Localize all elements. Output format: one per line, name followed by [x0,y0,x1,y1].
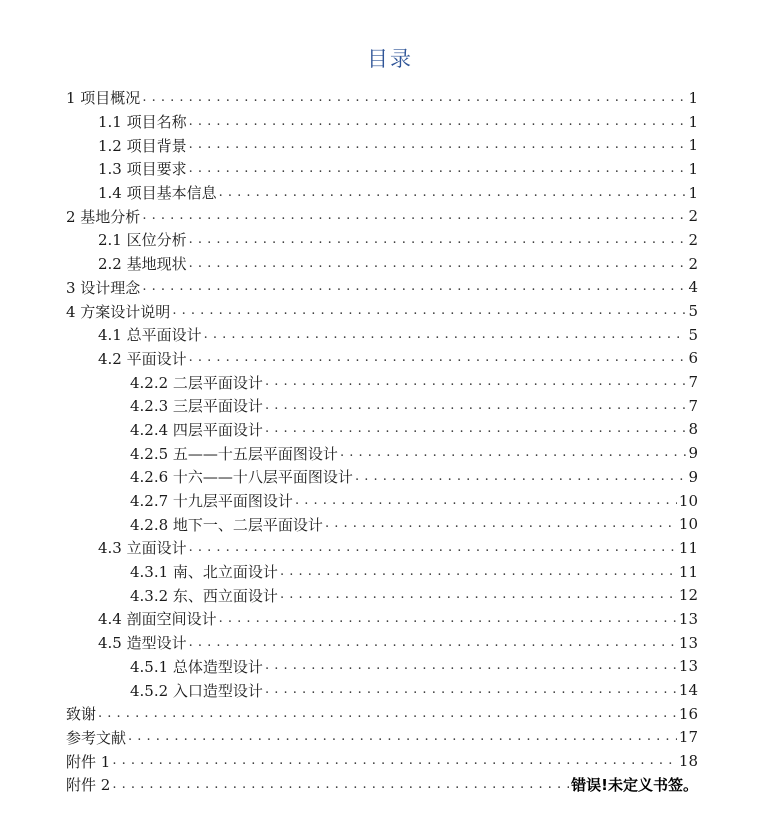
toc-dot-leader [128,728,677,746]
toc-entry[interactable] [66,631,698,655]
toc-page-number: 2 [688,254,698,273]
toc-page-number: 2 [688,230,698,249]
toc-page-number: 10 [678,515,698,534]
toc-entry[interactable] [66,228,698,252]
toc-entry[interactable] [66,702,698,726]
toc-dot-leader [189,634,677,652]
toc-dot-leader [280,563,677,581]
toc-entry-label: 4.5 造型设计 [98,634,187,653]
toc-entry-label: 4.5.1 总体造型设计 [130,657,263,676]
toc-entry[interactable] [66,773,698,797]
toc-page-number: 18 [678,752,698,771]
toc-dot-leader [189,255,687,273]
toc-dot-leader [98,705,677,723]
toc-entry-label: 1 项目概况 [66,89,141,108]
toc-entry[interactable] [66,560,698,584]
toc-page-number: 11 [678,538,698,557]
toc-entry-label: 4.2.8 地下一、二层平面设计 [130,515,323,534]
toc-page-number: 9 [688,444,698,463]
toc-title: 目录 [367,47,413,71]
toc-entry[interactable] [66,655,698,679]
toc-page-number: 13 [678,609,698,628]
toc-entry[interactable] [66,323,698,347]
toc-page-number: 2 [688,207,698,226]
toc-entry[interactable] [66,678,698,702]
toc-dot-leader [340,444,687,462]
toc-entry[interactable] [66,465,698,489]
toc-dot-leader [355,468,687,486]
toc-entry-label: 4.3.1 南、北立面设计 [130,563,278,582]
toc-entry[interactable] [66,607,698,631]
toc-entry[interactable] [66,276,698,300]
toc-entry-label: 4.2.2 二层平面设计 [130,373,263,392]
toc-entry[interactable] [66,133,698,157]
toc-entry-label: 4.2.4 四层平面设计 [130,420,263,439]
toc-dot-leader [189,539,677,557]
toc-page-number: 12 [678,586,698,605]
toc-entry[interactable] [66,347,698,371]
toc-page-number: 11 [678,562,698,581]
toc-dot-leader [265,397,687,415]
toc-page-number: 1 [688,183,698,202]
toc-entry-label: 4.3.2 东、西立面设计 [130,586,278,605]
toc-entry-label: 2.2 基地现状 [98,255,187,274]
toc-page-number: 8 [688,420,698,439]
toc-dot-leader [172,302,686,320]
toc-entry-label: 1.4 项目基本信息 [98,184,217,203]
toc-entry-label: 4.2.5 五——十五层平面图设计 [130,444,338,463]
toc-entry-label: 4.1 总平面设计 [98,326,202,345]
toc-entry[interactable] [66,536,698,560]
toc-dot-leader [265,681,677,699]
toc-entry-label: 参考文献 [66,728,127,747]
toc-page-number: 1 [688,88,698,107]
toc-entry[interactable] [66,749,698,773]
toc-entry-label: 4.5.2 入口造型设计 [130,681,263,700]
toc-page-number: 13 [678,633,698,652]
toc-entry-label: 1.2 项目背景 [98,136,187,155]
toc-dot-leader [265,657,677,675]
toc-page-number: 16 [678,704,698,723]
toc-dot-leader [265,420,687,438]
toc-dot-leader [112,776,569,794]
toc-entry-label: 2.1 区位分析 [98,231,187,250]
toc-entry-label: 4.4 剖面空间设计 [98,610,217,629]
toc-page-number: 7 [688,396,698,415]
toc-entry[interactable] [66,370,698,394]
toc-error-message: 错误!未定义书签。 [571,776,698,795]
toc-entry[interactable] [66,299,698,323]
toc-page-number: 17 [678,728,698,747]
toc-entry[interactable] [66,418,698,442]
toc-entry[interactable] [66,110,698,134]
toc-page-number: 5 [688,325,698,344]
toc-entry[interactable] [66,181,698,205]
toc-dot-leader [189,349,687,367]
toc-page-number: 10 [678,491,698,510]
toc-entry-label: 4.3 立面设计 [98,539,187,558]
toc-entry[interactable] [66,441,698,465]
toc-entry-label: 附件 1 [66,752,111,771]
toc-dot-leader [219,610,677,628]
toc-entry-label: 3 设计理念 [66,278,141,297]
toc-dot-leader [189,113,687,131]
toc-dot-leader [280,586,677,604]
toc-entry-label: 1.3 项目要求 [98,160,187,179]
toc-entry-label: 附件 2 [66,776,111,795]
toc-entry[interactable] [66,489,698,513]
toc-entry[interactable] [66,512,698,536]
toc-page-number: 6 [688,349,698,368]
toc-dot-leader [265,373,687,391]
toc-dot-leader [112,752,677,770]
toc-list [66,86,698,797]
toc-entry[interactable] [66,726,698,750]
toc-entry[interactable] [66,394,698,418]
toc-page-number: 9 [688,467,698,486]
toc-page-number: 1 [688,136,698,155]
toc-dot-leader [325,515,677,533]
toc-dot-leader [142,207,686,225]
toc-entry[interactable] [66,157,698,181]
toc-entry[interactable] [66,583,698,607]
toc-dot-leader [189,136,687,154]
toc-entry-label: 2 基地分析 [66,207,141,226]
toc-entry-label: 4.2.6 十六——十八层平面图设计 [130,468,353,487]
toc-page-number: 1 [688,112,698,131]
toc-entry-label: 4 方案设计说明 [66,302,171,321]
toc-page-number: 14 [678,681,698,700]
toc-dot-leader [219,184,687,202]
toc-dot-leader [142,278,686,296]
toc-page-number: 1 [688,159,698,178]
toc-dot-leader [142,89,686,107]
toc-entry[interactable] [66,86,698,110]
toc-page-number: 13 [678,657,698,676]
toc-entry[interactable] [66,252,698,276]
toc-dot-leader [295,492,677,510]
toc-entry-label: 1.1 项目名称 [98,113,187,132]
toc-dot-leader [189,160,687,178]
toc-page-number: 7 [688,373,698,392]
toc-entry-label: 4.2 平面设计 [98,349,187,368]
toc-page-number: 5 [688,302,698,321]
toc-page-number: 4 [688,278,698,297]
toc-dot-leader [204,326,687,344]
toc-entry-label: 致谢 [66,705,97,724]
toc-dot-leader [189,231,687,249]
toc-entry-label: 4.2.3 三层平面设计 [130,397,263,416]
toc-entry-label: 4.2.7 十九层平面图设计 [130,492,293,511]
toc-entry[interactable] [66,204,698,228]
